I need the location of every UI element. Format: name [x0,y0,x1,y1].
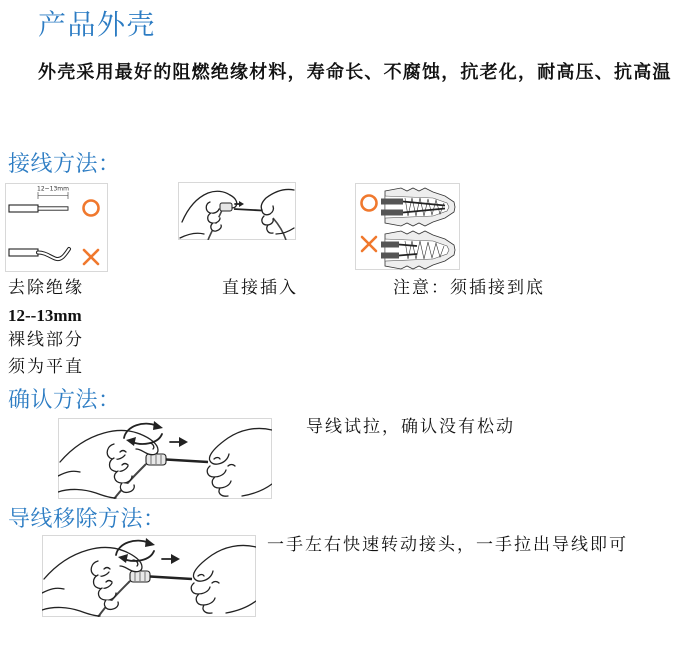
wiring-method-heading: 接线方法： [8,152,121,177]
wire-connector [220,203,232,211]
wire-insulation [381,210,403,216]
bare-conductor [38,207,68,210]
wire-insulation [381,242,399,248]
wire-insulation [381,199,403,205]
wire-insulation [9,205,38,212]
step-caption-insert-fully: 注意：须插接到底 [393,278,545,298]
page-title: 产品外壳 [38,8,157,41]
wire-connector [130,571,150,582]
note-line: 裸线部分 [8,330,84,350]
wire-removal-illustration [42,535,256,617]
strip-length: 12--13mm [8,306,82,325]
wire-insulation [9,249,38,256]
direct-insert-illustration [178,182,296,240]
insertion-depth-diagram [355,183,460,270]
step-caption-strip: 去除绝缘 [8,278,84,298]
note-line: 须为平直 [8,357,84,377]
housing-description: 外壳采用最好的阻燃绝缘材料，寿命长、不腐蚀，抗老化，耐高压、抗高温 [38,62,672,83]
confirm-instruction: 导线试拉，确认没有松动 [306,417,515,437]
step-caption-insert: 直接插入 [222,278,298,298]
removal-instruction: 一手左右快速转动接头，一手拉出导线即可 [267,535,628,555]
removal-method-heading: 导线移除方法： [8,507,166,532]
wire-connector [146,454,166,465]
wire-insulation [381,253,399,259]
pull-test-illustration [58,418,272,499]
dimension-label: 12~13mm [37,185,69,193]
strip-insulation-diagram [5,183,108,272]
confirm-method-heading: 确认方法： [8,388,121,413]
